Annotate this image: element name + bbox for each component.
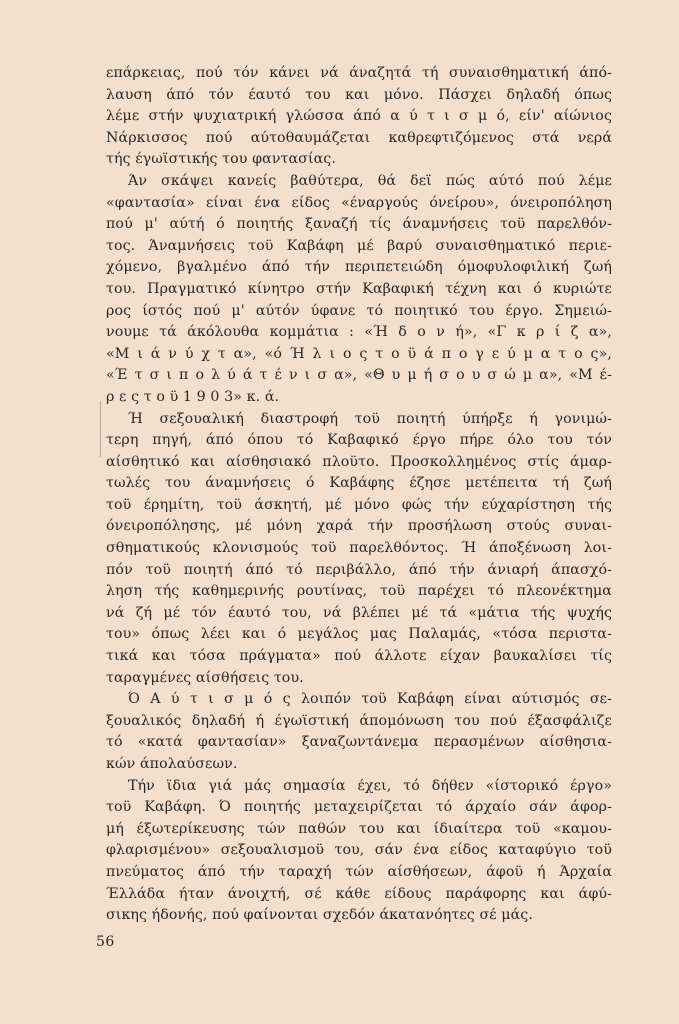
text-line: «Μ ι ά ν ύ χ τ α», «ό Ή λ ι ο ς τ ο ϋ ά π ο γ ε ύ μ α τ ο ς», bbox=[106, 345, 612, 362]
text-line: Ό Α ύ τ ι σ μ ό ς λοιπόν τοϋ Καβάφη είναι αύτισμός σε- bbox=[128, 691, 612, 708]
text-line: πνεύματος άπό τήν ταραχή τών αίσθήσεων, άφοϋ ή Άρχαία bbox=[106, 863, 612, 880]
text-line: επάρκειας, πού τόν κάνει νά άναζητά τή συναισθηματική άπό- bbox=[106, 65, 612, 81]
paragraph bbox=[106, 63, 612, 171]
text-line: νά ζή μέ τόν έαυτό του, νά βλέπει μέ τά «μάτια τής ψυχής bbox=[106, 604, 612, 621]
text-line: τωλές του άναμνήσεις ό Καβάφης έζησε μετέπειτα τή ζωή bbox=[106, 475, 612, 492]
margin-pencil-mark bbox=[100, 401, 101, 457]
text-line: τό «κατά φαντασίαν» ξαναζωντάνεμα περασμένων αίσθησια- bbox=[106, 734, 612, 751]
text-line: Τήν ϊδια γιά μάς σημασία έχει, τό δήθεν «ίστορικό έργο» bbox=[128, 777, 612, 794]
text-line: ληση τής καθημερινής ρουτίνας, τοϋ παρέχει τό πλεονέκτημα bbox=[106, 583, 612, 600]
text-line: λαυση άπό τόν έαυτό του και μόνο. Πάσχει δηλαδή όπως bbox=[106, 86, 612, 103]
text-line: τερη πηγή, άπό όπου τό Καβαφικό έργο πήρε όλο του τόν bbox=[106, 432, 612, 449]
text-line: «φαντασία» είναι ένα είδος «έναργούς όνείρου», όνειροπόληση bbox=[106, 194, 612, 211]
text-line: σθηματικούς κλονισμούς τοϋ παρελθόντος. Ή άποξένωση λοι- bbox=[106, 540, 612, 557]
text-line: του» όπως λέει και ό μεγάλος μας Παλαμάς, «τόσα περιστα- bbox=[106, 626, 612, 643]
paragraph bbox=[106, 776, 612, 927]
text-line: όνειροπόλησης, μέ μόνη χαρά τήν προσήλωση στούς συναι- bbox=[106, 518, 612, 535]
text-line: πόν τοϋ ποιητή άπό τό περιβάλλο, άπό τήν άνιαρή άπασχό- bbox=[106, 561, 612, 578]
text-line: Άν σκάψει κανείς βαθύτερα, θά δεϊ πώς αύτό πού λέμε bbox=[128, 172, 612, 189]
text-line: ρος ίστός πού μ' αύτόν ύφανε τό ποιητικό του έργο. Σημειώ- bbox=[106, 302, 612, 319]
paragraph bbox=[106, 689, 612, 775]
text-line: τοϋ έρημίτη, τοϋ άσκητή, μέ μόνο φώς τήν εύχαρίστηση τής bbox=[106, 496, 612, 513]
text-line: Έλλάδα ήταν άνοιχτή, σέ κάθε είδους παράφορης και άφύ- bbox=[106, 885, 612, 902]
text-line: μή έξωτερίκευσης τών παθών του και ίδιαίτερα τοϋ «καμου- bbox=[106, 820, 612, 837]
text-line: ταραγμένες αίσθήσεις του. bbox=[106, 669, 304, 686]
text-line: κών άπολαύσεων. bbox=[106, 756, 238, 772]
paragraph bbox=[106, 409, 612, 690]
text-line: του. Πραγματικό κίνητρο στήν Καβαφική τέχνη και ό κυριώτε bbox=[106, 280, 612, 297]
text-line: Ή σεξουαλική διαστροφή τοϋ ποιητή ύπήρξε ή γονιμώ- bbox=[128, 410, 612, 427]
text-line: ξουαλικός δηλαδή ή έγωϊστική άπομόνωση του πού έξασφάλιζε bbox=[106, 712, 612, 729]
text-line: τος. Άναμνήσεις τοϋ Καβάφη μέ βαρύ συναισθηματικό περιε- bbox=[106, 237, 612, 254]
text-line: λέμε στήν ψυχιατρική γλώσσα άπό α ύ τ ι σ μ ό, είν' αίώνιος bbox=[106, 108, 612, 125]
text-line: σικης ήδονής, πού φαίνονται σχεδόν άκατανόητες σέ μάς. bbox=[106, 907, 533, 924]
page-number: 56 bbox=[96, 934, 115, 950]
text-line: αίσθητικό και αίσθησιακό πλοϋτο. Προσκολλημένος στίς άμαρ- bbox=[106, 453, 612, 470]
text-line: πού μ' αύτή ό ποιητής ξαναζή τίς άναμνήσεις τοϋ παρελθόν- bbox=[106, 216, 612, 233]
text-line: τικά και τόσα πράγματα» πού άλλοτε είχαν βαυκαλίσει τίς bbox=[106, 648, 612, 665]
text-line: «Έ τ σ ι π ο λ ύ ά τ έ ν ι σ α», «Θ υ μ ή σ ο υ σ ώ μ α», «Μ έ- bbox=[106, 367, 612, 384]
text-line: ρ ε ς τ ο ϋ 1 9 0 3» κ. ά. bbox=[106, 388, 280, 405]
text-line: χόμενο, βγαλμένο άπό τήν περιπετειώδη όμοφυλοφιλική ζωή bbox=[106, 259, 612, 276]
text-line: τής έγωϊστικής του φαντασίας. bbox=[106, 151, 336, 168]
text-line: φλαρισμένου» σεξουαλισμοϋ του, σάν ένα είδος καταφύγιο τοϋ bbox=[106, 842, 612, 859]
paragraph bbox=[106, 171, 612, 409]
text-line: νουμε τά άκόλουθα κομμάτια : «Ή δ ο ν ή», «Γ κ ρ ί ζ α», bbox=[106, 324, 612, 341]
page-body-text bbox=[106, 63, 612, 927]
text-line: Νάρκισσος πού αύτοθαυμάζεται καθρεφτιζόμενος στά νερά bbox=[106, 129, 612, 146]
text-line: τοϋ Καβάφη. Ό ποιητής μεταχειρίζεται τό άρχαίο σάν άφορ- bbox=[106, 799, 612, 816]
